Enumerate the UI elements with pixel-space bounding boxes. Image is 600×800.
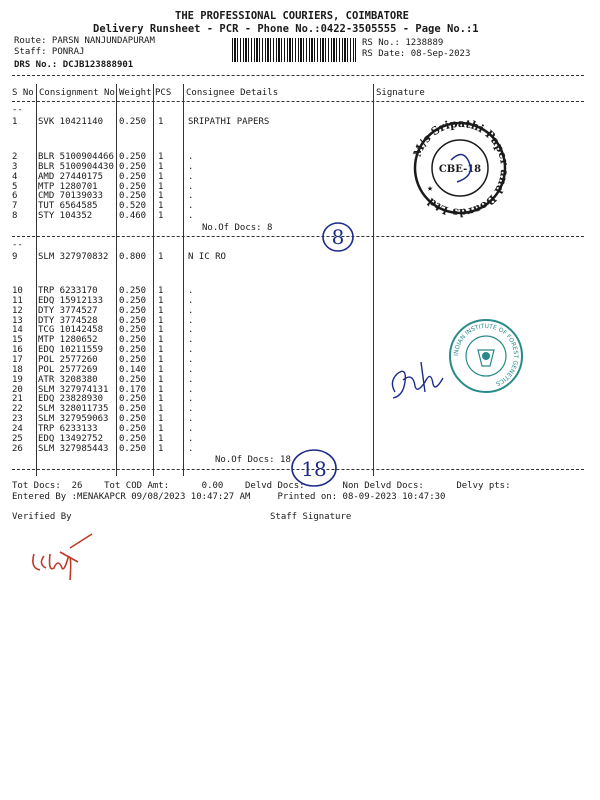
company-seal (405, 118, 515, 218)
consignee-placeholder: . (188, 152, 194, 162)
weight: 0.250 (119, 117, 147, 127)
consignment-no: DTY 3774527 (38, 305, 98, 316)
weight: 0.250 (119, 286, 147, 296)
consignment-no: EDQ 23828930 (38, 394, 104, 405)
sno: 2 (12, 152, 18, 162)
sno: 4 (12, 171, 18, 182)
handwritten-count-circle (288, 447, 340, 489)
sno: 3 (12, 161, 18, 172)
consignee: SRIPATHI PAPERS (188, 117, 270, 127)
sno: 25 (12, 433, 23, 444)
pcs: 1 (158, 286, 164, 296)
group-marker: -- (12, 240, 23, 250)
consignment-no: SLM 327974131 (38, 384, 109, 395)
consignment-no: SLM 327985443 (38, 443, 109, 454)
sno: 11 (12, 295, 23, 306)
handwritten-signature (385, 352, 455, 402)
weight: 0.170 (119, 384, 147, 395)
consignment-no: EDQ 15912133 (38, 295, 104, 306)
consignment-no: POL 2577260 (38, 354, 98, 365)
consignment-no: SLM 327959063 (38, 414, 109, 425)
consignment-no: CMD 70139033 (38, 191, 104, 202)
sno: 9 (12, 252, 18, 262)
barcode (232, 38, 356, 62)
consignee-placeholder: . (188, 433, 194, 444)
sno: 18 (12, 364, 23, 375)
consignment-no: POL 2577269 (38, 364, 98, 375)
group-marker: -- (12, 105, 23, 115)
weight: 0.250 (119, 161, 147, 172)
column-line (373, 84, 374, 476)
handwritten-count-circle (318, 220, 358, 254)
pcs: 1 (158, 315, 164, 326)
sno: 7 (12, 201, 18, 212)
consignee-placeholder: . (188, 191, 194, 202)
weight: 0.520 (119, 201, 147, 212)
sno: 22 (12, 404, 23, 415)
pcs: 1 (158, 345, 164, 356)
consignee-placeholder: . (188, 325, 194, 336)
staff-signature: Staff Signature (270, 512, 352, 522)
pcs: 1 (158, 384, 164, 395)
col-pcs: PCS (155, 88, 172, 98)
drs-number: DRS No.: DCJB123888901 (14, 60, 134, 70)
pcs: 1 (158, 152, 164, 162)
pcs: 1 (158, 305, 164, 316)
consignee: N IC RO (188, 252, 226, 262)
consignment-no: SLM 328011735 (38, 404, 109, 415)
pcs: 1 (158, 181, 164, 192)
consignment-no: TRP 6233170 (38, 286, 98, 296)
consignee-placeholder: . (188, 295, 194, 306)
weight: 0.250 (119, 414, 147, 425)
weight: 0.250 (119, 345, 147, 356)
col-signature: Signature (376, 88, 425, 98)
pcs: 1 (158, 433, 164, 444)
weight: 0.250 (119, 423, 147, 434)
route: Route: PARSN NANJUNDAPURAM (14, 36, 155, 46)
consignment-no: ATR 3208380 (38, 374, 98, 385)
consignment-no: TCG 10142458 (38, 325, 104, 336)
pcs: 1 (158, 295, 164, 306)
pcs: 1 (158, 117, 164, 127)
weight: 0.250 (119, 374, 147, 385)
pcs: 1 (158, 201, 164, 212)
weight: 0.250 (119, 305, 147, 316)
sno: 12 (12, 305, 23, 316)
divider (12, 236, 584, 237)
consignee-placeholder: . (188, 384, 194, 395)
consignment-no: DTY 3774528 (38, 315, 98, 326)
entered-by: Entered By :MENAKAPCR 09/08/2023 10:47:27 AM Printed on: 08-09-2023 10:47:30 (12, 492, 446, 502)
weight: 0.250 (119, 295, 147, 306)
consignee-placeholder: . (188, 335, 194, 346)
consignee-placeholder: . (188, 305, 194, 316)
weight: 0.250 (119, 152, 147, 162)
sno: 17 (12, 354, 23, 365)
divider (12, 75, 584, 76)
seal-inner-text: CBE-18 (438, 164, 482, 175)
round-seal-text: INDIAN INSTITUTE OF FOREST GENETICS (452, 322, 520, 388)
pcs: 1 (158, 325, 164, 336)
pcs: 1 (158, 161, 164, 172)
sno: 20 (12, 384, 23, 395)
weight: 0.250 (119, 191, 147, 202)
consignment-no: SLM 327970832 (38, 252, 109, 262)
round-seal (446, 316, 526, 396)
pcs: 1 (158, 211, 164, 222)
sno: 14 (12, 325, 23, 336)
consignee-placeholder: . (188, 423, 194, 434)
weight: 0.140 (119, 364, 147, 375)
sno: 10 (12, 286, 23, 296)
docs-count: No.Of Docs: 18 (215, 455, 291, 465)
consignee-placeholder: . (188, 364, 194, 375)
sno: 8 (12, 211, 18, 222)
handwritten-count: 8 (331, 225, 345, 249)
pcs: 1 (158, 404, 164, 415)
col-consignee: Consignee Details (186, 88, 279, 98)
consignee-placeholder: . (188, 404, 194, 415)
pcs: 1 (158, 354, 164, 365)
seal-text: M/s Sripathi Paper and Boards Ltd (410, 118, 512, 218)
pcs: 1 (158, 394, 164, 405)
sno: 24 (12, 423, 23, 434)
consignment-no: AMD 27440175 (38, 171, 104, 182)
weight: 0.250 (119, 335, 147, 346)
verified-by: Verified By (12, 512, 72, 522)
weight: 0.250 (119, 181, 147, 192)
pcs: 1 (158, 191, 164, 202)
consignee-placeholder: . (188, 414, 194, 425)
consignment-no: TUT 6564585 (38, 201, 98, 212)
column-line (183, 84, 184, 476)
weight: 0.250 (119, 394, 147, 405)
col-consignment: Consignment No (39, 88, 115, 98)
rs-date: RS Date: 08-Sep-2023 (362, 49, 471, 59)
handwritten-count: 18 (301, 457, 327, 481)
sno: 26 (12, 443, 23, 454)
column-line (153, 84, 154, 476)
consignee-placeholder: . (188, 286, 194, 296)
consignee-placeholder: . (188, 171, 194, 182)
consignment-no: MTP 1280652 (38, 335, 98, 346)
weight: 0.250 (119, 404, 147, 415)
weight: 0.250 (119, 354, 147, 365)
weight: 0.250 (119, 315, 147, 326)
pcs: 1 (158, 252, 164, 262)
pcs: 1 (158, 414, 164, 425)
sno: 6 (12, 191, 18, 202)
weight: 0.250 (119, 433, 147, 444)
consignee-placeholder: . (188, 181, 194, 192)
divider (12, 101, 584, 102)
consignee-placeholder: . (188, 345, 194, 356)
sno: 21 (12, 394, 23, 405)
docs-count: No.Of Docs: 8 (202, 223, 273, 233)
consignee-placeholder: . (188, 161, 194, 172)
weight: 0.800 (119, 252, 147, 262)
pcs: 1 (158, 171, 164, 182)
staff: Staff: PONRAJ (14, 47, 85, 57)
sno: 19 (12, 374, 23, 385)
pcs: 1 (158, 443, 164, 454)
sno: 23 (12, 414, 23, 425)
column-line (116, 84, 117, 476)
consignee-placeholder: . (188, 201, 194, 212)
rs-number: RS No.: 1238889 (362, 38, 444, 48)
consignment-no: MTP 1280701 (38, 181, 98, 192)
col-sno: S No (12, 88, 34, 98)
column-line (36, 84, 37, 476)
consignment-no: BLR 5100904430 (38, 161, 114, 172)
consignment-no: EDQ 10211559 (38, 345, 104, 356)
sno: 16 (12, 345, 23, 356)
weight: 0.250 (119, 171, 147, 182)
consignee-placeholder: . (188, 354, 194, 365)
pcs: 1 (158, 423, 164, 434)
consignment-no: SVK 10421140 (38, 117, 104, 127)
consignee-placeholder: . (188, 315, 194, 326)
red-initials (26, 528, 96, 588)
sno: 1 (12, 117, 18, 127)
sno: 15 (12, 335, 23, 346)
col-weight: Weight (119, 88, 152, 98)
weight: 0.250 (119, 325, 147, 336)
sno: 5 (12, 181, 18, 192)
consignment-no: EDQ 13492752 (38, 433, 104, 444)
pcs: 1 (158, 335, 164, 346)
consignment-no: TRP 6233133 (38, 423, 98, 434)
company-name: THE PROFESSIONAL COURIERS, COIMBATORE (175, 10, 409, 22)
pcs: 1 (158, 374, 164, 385)
weight: 0.460 (119, 211, 147, 222)
pcs: 1 (158, 364, 164, 375)
weight: 0.250 (119, 443, 147, 454)
runsheet-title: Delivery Runsheet - PCR - Phone No.:0422-3505555 - Page No.:1 (93, 23, 479, 35)
consignee-placeholder: . (188, 211, 194, 222)
consignee-placeholder: . (188, 374, 194, 385)
consignment-no: BLR 5100904466 (38, 152, 114, 162)
consignment-no: STY 104352 (38, 211, 93, 222)
consignee-placeholder: . (188, 394, 194, 405)
svg-text:★: ★ (427, 183, 434, 194)
consignee-placeholder: . (188, 443, 194, 454)
sno: 13 (12, 315, 23, 326)
totals-line: Tot Docs: 26 Tot COD Amt: 0.00 Delvd Docs: Non Delvd Docs: Delvy pts: (12, 481, 511, 491)
